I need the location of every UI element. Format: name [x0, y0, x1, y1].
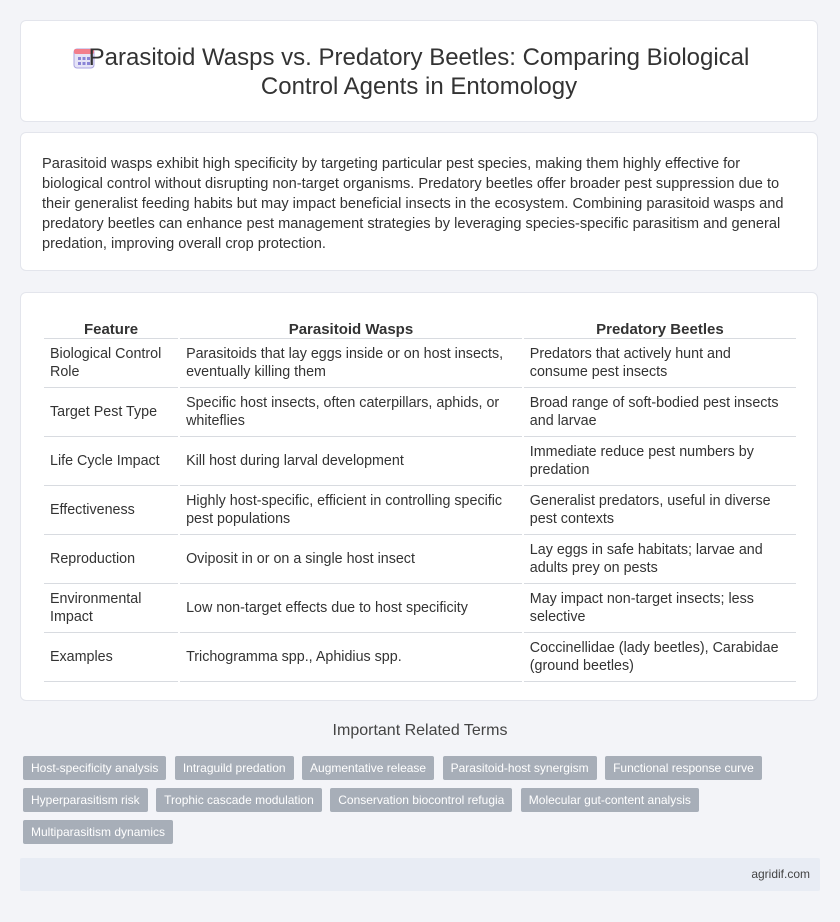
related-term-tag[interactable]: Molecular gut-content analysis	[521, 788, 699, 812]
table-row	[44, 388, 796, 437]
table-cell: Effectiveness	[44, 486, 178, 535]
intro-paragraph: Parasitoid wasps exhibit high specificity by targeting particular pest species, making them highly effective for biological control without disrupting non-target organisms. Predatory beetles offer broader pest suppression due to their generalist feeding habits but may impact beneficial insects in the ecosystem. Combining parasitoid wasps and predatory beetles can enhance pest management strategies by leveraging species-specific parasitism and general predation, improving overall crop protection.	[42, 156, 784, 252]
table-cell: May impact non-target insects; less selective	[524, 584, 796, 633]
table-cell: Life Cycle Impact	[44, 437, 178, 486]
header-card	[20, 20, 818, 122]
table-cell: Target Pest Type	[44, 388, 178, 437]
table-header-cell: Predatory Beetles	[524, 314, 796, 339]
table-cell: Highly host-specific, efficient in controlling specific pest populations	[180, 486, 522, 535]
table-cell: Broad range of soft-bodied pest insects and larvae	[524, 388, 796, 437]
table-row	[44, 584, 796, 633]
page-title: Parasitoid Wasps vs. Predatory Beetles: Comparing Biological Control Agents in Entomology	[88, 44, 750, 100]
table-cell: Immediate reduce pest numbers by predation	[524, 437, 796, 486]
table-cell: Coccinellidae (lady beetles), Carabidae (ground beetles)	[524, 633, 796, 682]
table-cell: Reproduction	[44, 535, 178, 584]
table-cell: Generalist predators, useful in diverse pest contexts	[524, 486, 796, 535]
footer-site-link[interactable]: agridif.com	[751, 867, 810, 881]
related-term-tag[interactable]: Conservation biocontrol refugia	[330, 788, 512, 812]
comparison-table	[42, 314, 798, 682]
related-term-tag[interactable]: Trophic cascade modulation	[156, 788, 322, 812]
intro-card	[20, 132, 818, 271]
table-header-row	[44, 314, 796, 339]
comparison-table-card	[20, 292, 818, 701]
table-cell: Examples	[44, 633, 178, 682]
related-term-tag[interactable]: Multiparasitism dynamics	[23, 820, 173, 844]
table-header-cell: Feature	[44, 314, 178, 339]
table-row	[44, 437, 796, 486]
table-row	[44, 535, 796, 584]
table-row	[44, 633, 796, 682]
related-terms-list	[23, 756, 803, 852]
footer	[20, 858, 820, 891]
table-cell: Biological Control Role	[44, 339, 178, 388]
table-cell: Predators that actively hunt and consume pest insects	[524, 339, 796, 388]
table-cell: Environmental Impact	[44, 584, 178, 633]
table-cell: Kill host during larval development	[180, 437, 522, 486]
table-row	[44, 339, 796, 388]
table-cell: Trichogramma spp., Aphidius spp.	[180, 633, 522, 682]
table-cell: Lay eggs in safe habitats; larvae and adults prey on pests	[524, 535, 796, 584]
related-term-tag[interactable]: Augmentative release	[302, 756, 434, 780]
related-term-tag[interactable]: Host-specificity analysis	[23, 756, 166, 780]
related-term-tag[interactable]: Hyperparasitism risk	[23, 788, 148, 812]
table-cell: Oviposit in or on a single host insect	[180, 535, 522, 584]
table-header-cell: Parasitoid Wasps	[180, 314, 522, 339]
table-cell: Low non-target effects due to host specificity	[180, 584, 522, 633]
table-cell: Specific host insects, often caterpillars, aphids, or whiteflies	[180, 388, 522, 437]
table-row	[44, 486, 796, 535]
related-term-tag[interactable]: Parasitoid-host synergism	[443, 756, 597, 780]
related-term-tag[interactable]: Functional response curve	[605, 756, 762, 780]
related-term-tag[interactable]: Intraguild predation	[175, 756, 294, 780]
related-terms-heading: Important Related Terms	[332, 722, 508, 739]
table-cell: Parasitoids that lay eggs inside or on host insects, eventually killing them	[180, 339, 522, 388]
